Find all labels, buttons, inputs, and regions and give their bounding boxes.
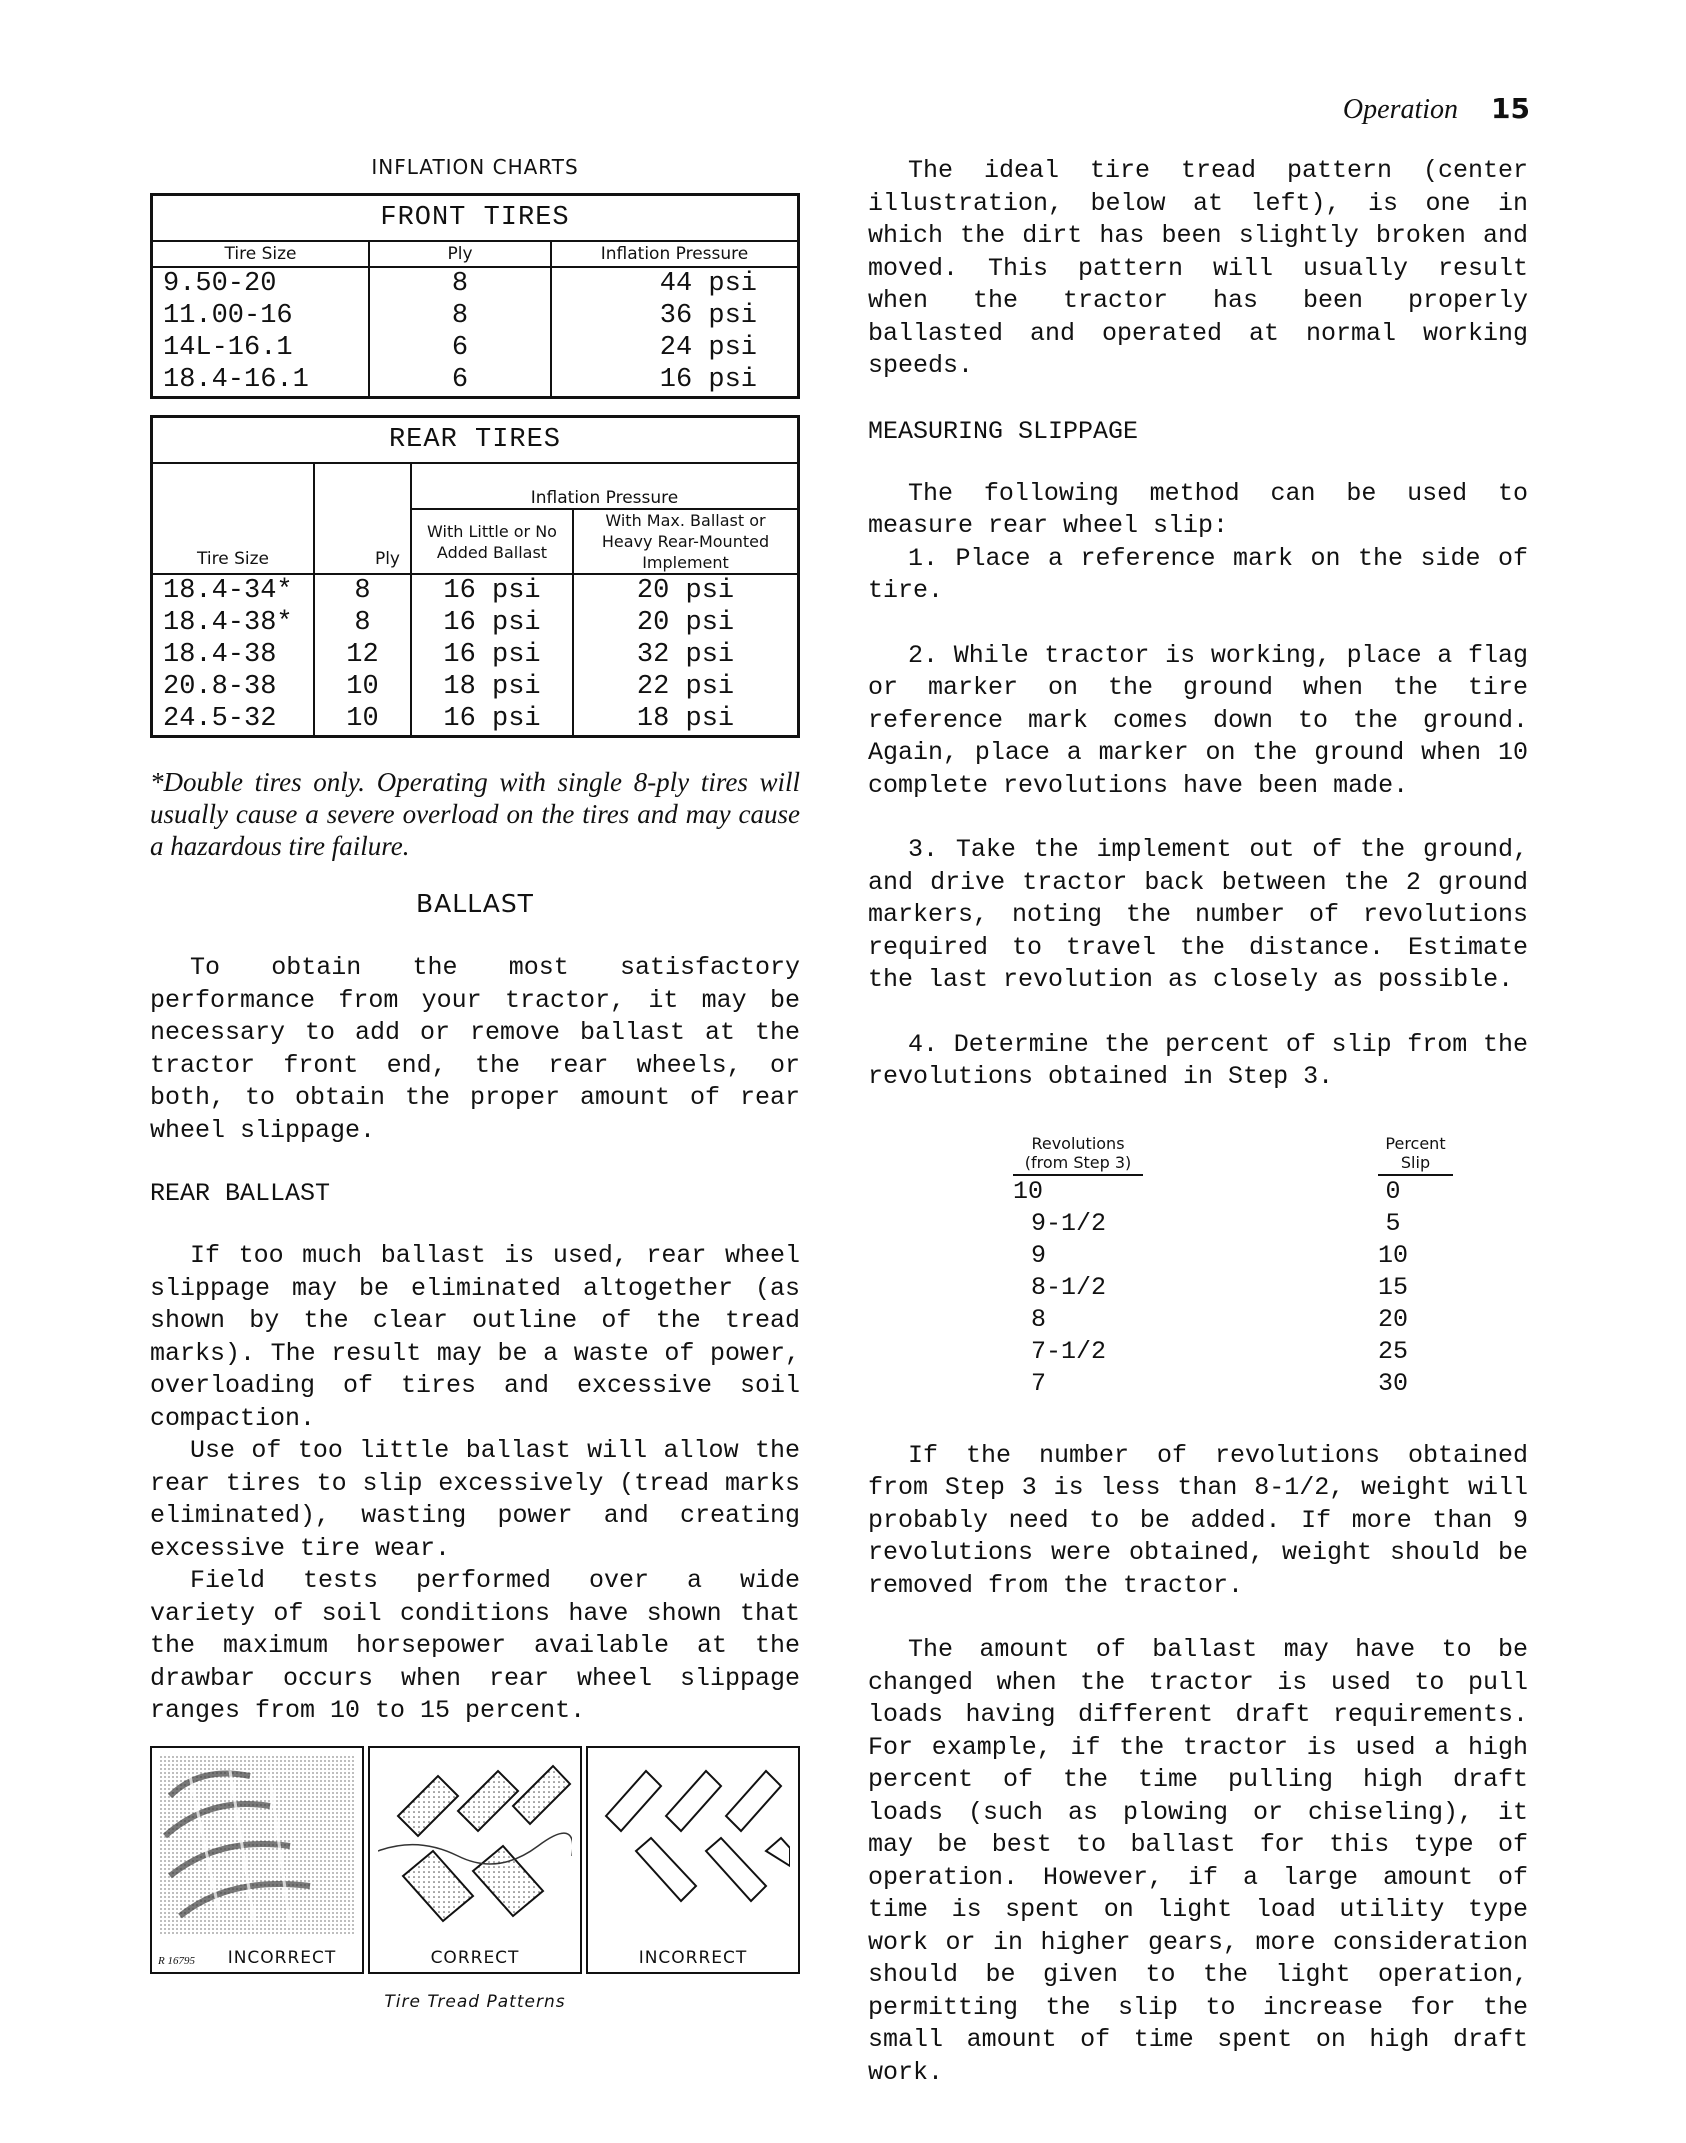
table-row bbox=[1013, 1272, 1453, 1304]
table-row bbox=[1013, 1176, 1453, 1208]
front-size: 14L-16.1 bbox=[152, 332, 370, 364]
slip-header-revolutions: Revolutions (from Step 3) bbox=[1013, 1134, 1143, 1176]
table-row bbox=[152, 300, 799, 332]
step-1: 1. Place a reference mark on the side of tire. bbox=[868, 543, 1528, 605]
rear-pressure-little: 16 psi bbox=[411, 574, 573, 607]
double-tires-note: *Double tires only. Operating with single 8-ply tires will usually cause a severe overload on the tires and may cause a hazardous tire failure. bbox=[150, 767, 800, 861]
front-tires-table bbox=[150, 193, 800, 399]
figure-label: INCORRECT bbox=[638, 1947, 748, 1968]
rear-pressure-max: 18 psi bbox=[573, 703, 799, 737]
rear-ballast-p2: Use of too little ballast will allow the rear tires to slip excessively (tread marks eliminated), wasting power and creating excessive tire wear. bbox=[150, 1436, 800, 1563]
page-number: 15 bbox=[1491, 92, 1530, 125]
step-4: 4. Determine the percent of slip from the revolutions obtained in Step 3. bbox=[868, 1029, 1528, 1091]
rear-pressure-little: 18 psi bbox=[411, 671, 573, 703]
table-row bbox=[1013, 1304, 1453, 1336]
table-row bbox=[152, 671, 799, 703]
slip-percent: 15 bbox=[1377, 1272, 1408, 1302]
slip-revolutions: 7-1/2 bbox=[1031, 1336, 1107, 1366]
rear-header-group: Inflation Pressure bbox=[411, 463, 799, 509]
rear-ply: 10 bbox=[314, 703, 411, 737]
table-row bbox=[152, 574, 799, 607]
slip-percent: 5 bbox=[1385, 1208, 1401, 1238]
slip-percent: 30 bbox=[1377, 1368, 1408, 1398]
figure-code: R 16795 bbox=[158, 1954, 195, 1967]
slip-result-paragraph: If the number of revolutions obtained from Step 3 is less than 8-1/2, weight will probably need to be added. If more than 9 revolutions were obtained, weight should be removed from the tractor. bbox=[868, 1440, 1528, 1600]
rear-pressure-max: 20 psi bbox=[573, 574, 799, 607]
front-ply: 8 bbox=[369, 300, 551, 332]
rear-pressure-little: 16 psi bbox=[411, 607, 573, 639]
rear-size: 20.8-38 bbox=[152, 671, 315, 703]
front-size: 11.00-16 bbox=[152, 300, 370, 332]
slip-revolutions: 10 bbox=[1013, 1176, 1044, 1206]
rear-size: 18.4-34* bbox=[152, 574, 315, 607]
left-column bbox=[150, 155, 800, 2012]
tread-figure-correct bbox=[368, 1746, 582, 1974]
slip-percent: 0 bbox=[1385, 1176, 1401, 1206]
rear-header-max: With Max. Ballast or Heavy Rear-Mounted Implement bbox=[573, 509, 799, 574]
table-row bbox=[152, 639, 799, 671]
rear-ply: 8 bbox=[314, 607, 411, 639]
rear-pressure-little: 16 psi bbox=[411, 703, 573, 737]
slip-percent: 25 bbox=[1377, 1336, 1408, 1366]
rear-size: 24.5-32 bbox=[152, 703, 315, 737]
rear-header-little: With Little or No Added Ballast bbox=[411, 509, 573, 574]
front-ply: 8 bbox=[369, 267, 551, 300]
table-row bbox=[152, 703, 799, 737]
front-ply: 6 bbox=[369, 332, 551, 364]
page-header bbox=[1343, 92, 1530, 126]
slip-revolutions: 9-1/2 bbox=[1031, 1208, 1107, 1238]
tread-figure-incorrect-1 bbox=[150, 1746, 364, 1974]
slip-revolutions: 8-1/2 bbox=[1031, 1272, 1107, 1302]
rear-size: 18.4-38* bbox=[152, 607, 315, 639]
front-size: 18.4-16.1 bbox=[152, 364, 370, 398]
rear-header-ply: Ply bbox=[314, 463, 411, 574]
tread-figures bbox=[150, 1746, 800, 1974]
section-title: Operation bbox=[1342, 94, 1459, 125]
ballast-amount-paragraph: The amount of ballast may have to be changed when the tractor is used to pull loads having different draft requirements. For example, if the tractor is used a high percent of the time pulling high draft loads (such as plowing or chiseling), it may be best to ballast for this type of operation. However, if a large amount of time is spent on light load utility type work or in higher gears, more consideration should be given to the light operation, permitting the slip to increase for the small amount of time spent on high draft work. bbox=[868, 1635, 1528, 2087]
table-row bbox=[1013, 1208, 1453, 1240]
ideal-pattern-paragraph: The ideal tire tread pattern (center illustration, below at left), is one in which the dirt has been slightly broken and moved. This pattern will usually result when the tractor has been properly ballasted and operated at normal working speeds. bbox=[868, 156, 1528, 380]
front-pressure: 44 psi bbox=[551, 267, 799, 300]
slip-revolutions: 9 bbox=[1031, 1240, 1047, 1270]
front-tires-title: FRONT TIRES bbox=[152, 195, 799, 242]
right-column bbox=[868, 155, 1528, 2089]
figure-caption: Tire Tread Patterns bbox=[384, 1991, 566, 2012]
slip-table bbox=[1013, 1134, 1453, 1400]
rear-ballast-heading: REAR BALLAST bbox=[150, 1179, 331, 1208]
rear-size: 18.4-38 bbox=[152, 639, 315, 671]
correct-tread-image bbox=[378, 1756, 572, 1936]
front-pressure: 36 psi bbox=[551, 300, 799, 332]
slip-header-percent: Percent Slip bbox=[1378, 1134, 1453, 1176]
clear-tread-image bbox=[596, 1756, 790, 1936]
rear-ply: 12 bbox=[314, 639, 411, 671]
step-2: 2. While tractor is working, place a flag or marker on the ground when the tire reference mark comes down to the ground. Again, place a marker on the ground when 10 complete revolutions have been made. bbox=[868, 640, 1528, 800]
ballast-heading: BALLAST bbox=[416, 889, 534, 918]
front-ply: 6 bbox=[369, 364, 551, 398]
slipping-tread-image bbox=[160, 1756, 354, 1936]
front-pressure: 24 psi bbox=[551, 332, 799, 364]
rear-pressure-max: 22 psi bbox=[573, 671, 799, 703]
table-row bbox=[1013, 1240, 1453, 1272]
front-header-size: Tire Size bbox=[152, 241, 370, 267]
rear-ply: 10 bbox=[314, 671, 411, 703]
rear-tires-table bbox=[150, 415, 800, 738]
rear-pressure-little: 16 psi bbox=[411, 639, 573, 671]
inflation-charts-title: INFLATION CHARTS bbox=[371, 155, 579, 179]
front-header-pressure: Inflation Pressure bbox=[551, 241, 799, 267]
slip-revolutions: 7 bbox=[1031, 1368, 1047, 1398]
table-row bbox=[152, 364, 799, 398]
figure-label: INCORRECT bbox=[227, 1947, 337, 1968]
slip-percent: 20 bbox=[1377, 1304, 1408, 1334]
front-pressure: 16 psi bbox=[551, 364, 799, 398]
slip-percent: 10 bbox=[1377, 1240, 1408, 1270]
rear-ply: 8 bbox=[314, 574, 411, 607]
table-row bbox=[1013, 1368, 1453, 1400]
slip-intro: The following method can be used to measure rear wheel slip: bbox=[868, 478, 1528, 540]
slip-revolutions: 8 bbox=[1031, 1304, 1047, 1334]
rear-ballast-p3: Field tests performed over a wide variety of soil conditions have shown that the maximum horsepower available at the drawbar occurs when rear wheel slippage ranges from 10 to 15 percent. bbox=[150, 1566, 800, 1725]
table-row bbox=[152, 332, 799, 364]
table-row bbox=[152, 607, 799, 639]
ballast-intro: To obtain the most satisfactory performance from your tractor, it may be necessary to add or remove ballast at the tractor front end, the rear wheels, or both, to obtain the proper amount of rear wheel slippage. bbox=[150, 953, 800, 1145]
measuring-slippage-heading: MEASURING SLIPPAGE bbox=[868, 416, 1139, 446]
tread-figure-incorrect-2 bbox=[586, 1746, 800, 1974]
table-row bbox=[1013, 1336, 1453, 1368]
step-3: 3. Take the implement out of the ground, and drive tractor back between the 2 ground markers, noting the number of revolutions required to travel the distance. Estimate the last revolution as closely as possible. bbox=[868, 835, 1528, 994]
front-size: 9.50-20 bbox=[152, 267, 370, 300]
front-header-ply: Ply bbox=[369, 241, 551, 267]
rear-ballast-p1: If too much ballast is used, rear wheel slippage may be eliminated altogether (as shown by the clear outline of the tread marks). The result may be a waste of power, overloading of tires and excessive soil compaction. bbox=[150, 1241, 800, 1433]
table-row bbox=[152, 267, 799, 300]
figure-label: CORRECT bbox=[430, 1947, 520, 1968]
rear-pressure-max: 32 psi bbox=[573, 639, 799, 671]
rear-pressure-max: 20 psi bbox=[573, 607, 799, 639]
rear-header-size: Tire Size bbox=[152, 463, 315, 574]
rear-tires-title: REAR TIRES bbox=[152, 417, 799, 464]
